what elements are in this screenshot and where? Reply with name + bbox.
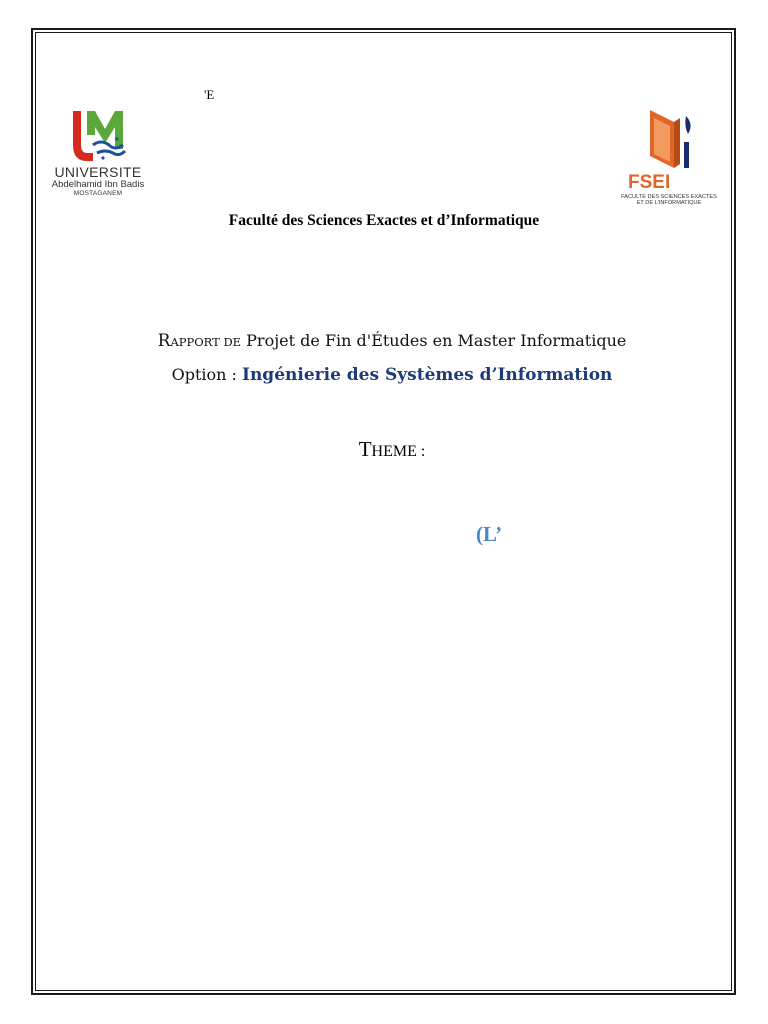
- option-label: Option :: [171, 365, 237, 384]
- faculty-name: Faculté des Sciences Exactes et d’Informatique: [228, 212, 540, 229]
- fsei-logo-text: FSEI: [628, 172, 671, 193]
- university-name-line2: Abdelhamid Ibn Badis: [51, 179, 145, 190]
- report-line: [0, 331, 768, 351]
- fsei-logo: [614, 104, 724, 214]
- fsei-caption-line2: ET DE L'INFORMATIQUE: [636, 200, 702, 206]
- report-title: Projet de Fin d'Études en Master Informatique: [246, 331, 627, 350]
- option-value: Ingénierie des Systèmes d’Information: [242, 365, 613, 385]
- university-name: [44, 165, 152, 198]
- report-prefix-initial: R: [157, 331, 171, 351]
- fsei-emblem-icon: [614, 104, 724, 208]
- theme-initial: T: [358, 437, 372, 461]
- thesis-title-fragment: (L’: [476, 522, 503, 546]
- university-name-line1: UNIVERSITE: [54, 164, 142, 180]
- theme-heading: [0, 437, 768, 462]
- report-prefix-rest: APPORT DE: [170, 335, 242, 349]
- university-city: MOSTAGANEM: [73, 190, 123, 197]
- fsei-caption-line1: FACULTE DES SCIENCES EXACTES: [621, 194, 717, 200]
- header-text-fragment: 'E: [204, 87, 215, 102]
- theme-rest: HEME :: [371, 443, 426, 460]
- option-line: [0, 365, 768, 385]
- um-emblem-icon: [43, 105, 153, 167]
